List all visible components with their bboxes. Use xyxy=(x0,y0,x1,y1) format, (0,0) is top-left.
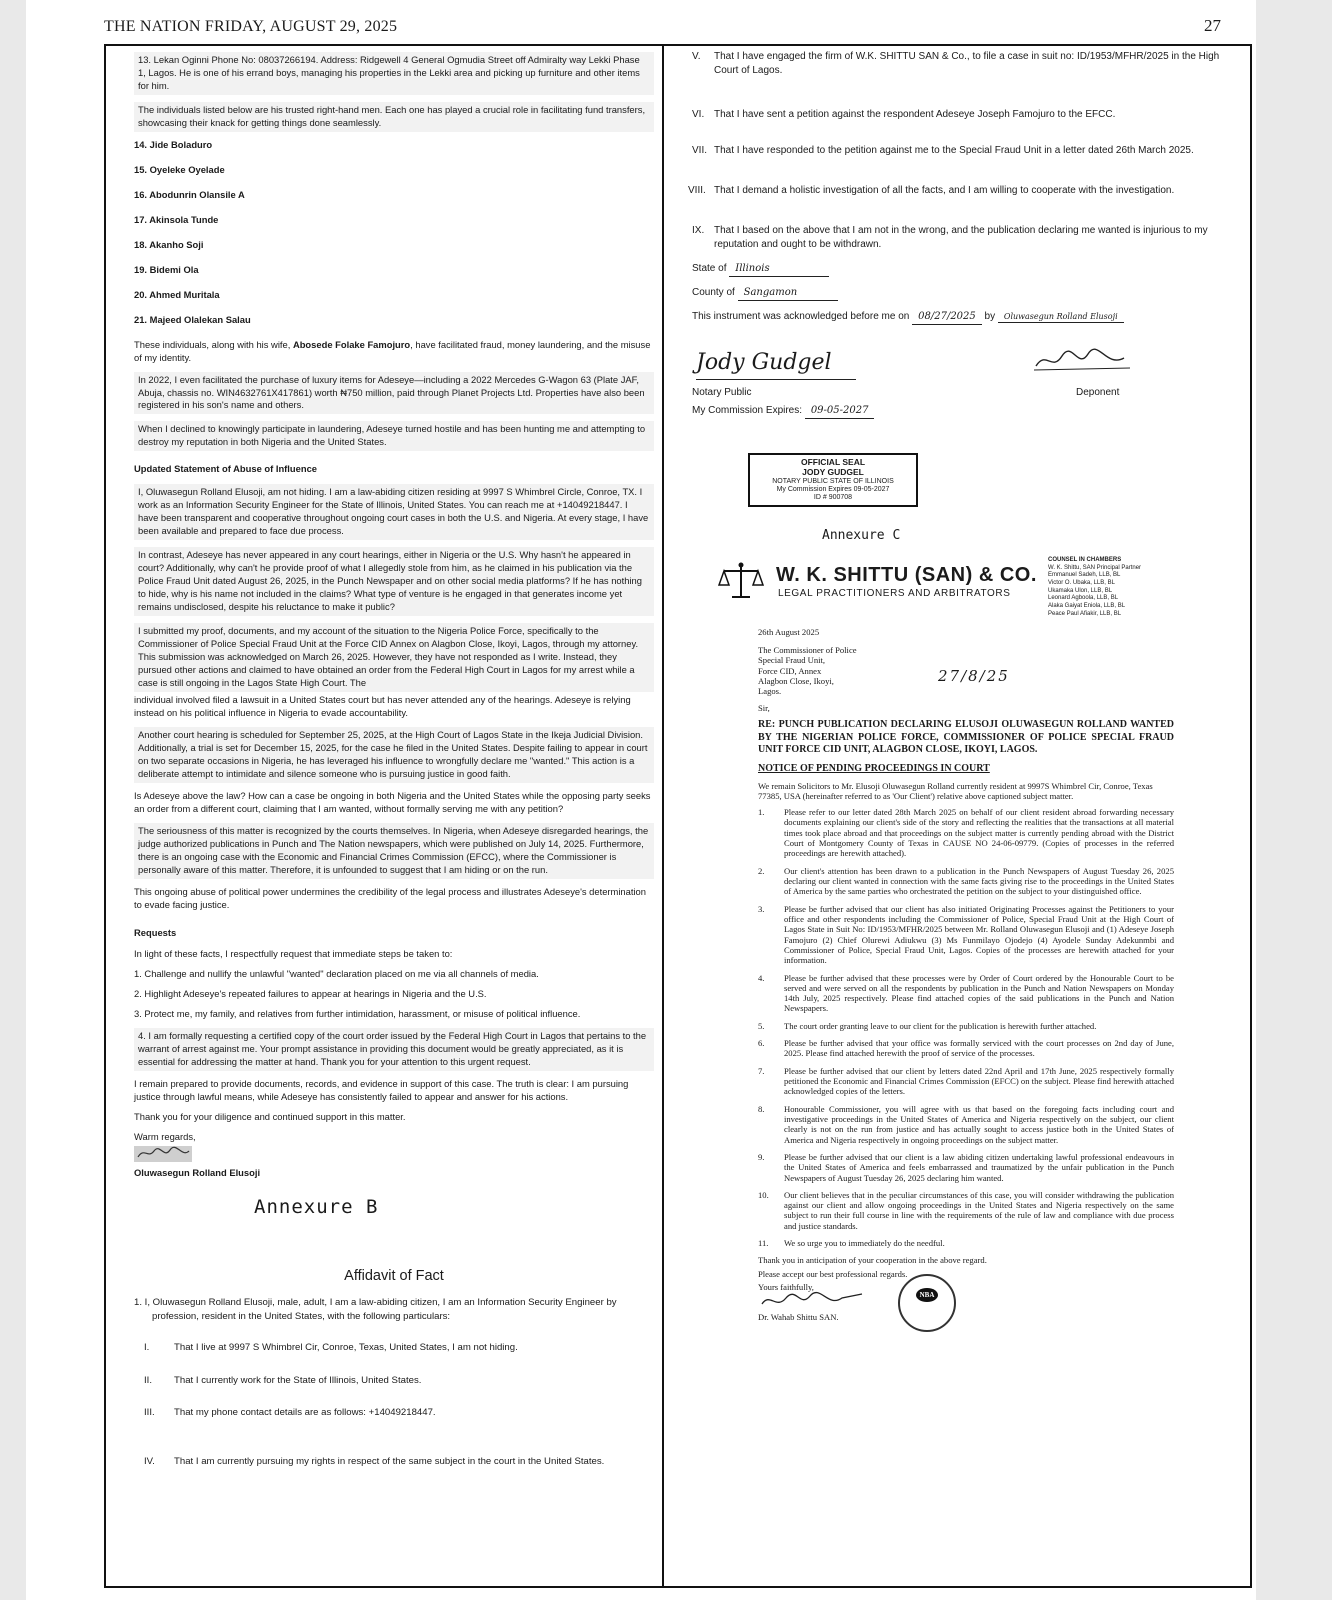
list-item xyxy=(692,144,1242,158)
list-item: 20. Ahmed Muritala xyxy=(134,288,220,300)
commission-row xyxy=(692,404,1242,419)
ack-text: This instrument was acknowledged before me on xyxy=(692,311,910,322)
letter-paragraph xyxy=(758,866,1174,897)
addressee-line: The Commissioner of Police xyxy=(758,645,857,656)
state-value: Illinois xyxy=(729,262,829,277)
item-text: That I have engaged the firm of W.K. SHITTU SAN & Co., to file a case in suit no: ID/1953/MFHR/2025 in the High Court of Lagos. xyxy=(714,51,1220,76)
solicitor-letter xyxy=(758,627,1174,1326)
counsel-line: Leonard Agboola, LLB, BL xyxy=(1048,595,1119,602)
list-item xyxy=(688,184,1242,198)
names-list xyxy=(134,139,654,327)
page-number: 27 xyxy=(1204,16,1221,35)
letter-paragraph xyxy=(758,1021,1174,1031)
counsel-line: W. K. Shittu, SAN Principal Partner xyxy=(1048,564,1142,571)
signature-row xyxy=(692,334,1242,404)
letter-date: 26th August 2025 xyxy=(758,626,820,637)
affidavit-list xyxy=(134,1296,654,1469)
notice-heading: NOTICE OF PENDING PROCEEDINGS IN COURT xyxy=(758,762,990,774)
letter-paragraph xyxy=(758,904,1174,966)
affidavit-continued-list xyxy=(688,50,1242,252)
paragraph-number: 1. xyxy=(758,807,765,818)
paragraph-ongoing-abuse: This ongoing abuse of political power undermines the credibility of the legal process and illustrates Adeseye's determination to evade facing justice. xyxy=(134,885,646,910)
list-item xyxy=(692,224,1242,252)
seal-line: My Commission Expires 09-05-2027 xyxy=(776,485,890,493)
roman-numeral: VIII. xyxy=(688,185,706,196)
paragraph-number: 7. xyxy=(758,1065,765,1076)
counsel-line: Ukamaka Ulon, LLB, BL xyxy=(1048,587,1113,594)
county-value: Sangamon xyxy=(738,286,838,301)
firm-letterhead xyxy=(692,547,1242,627)
paragraph-text: Please be further advised that these processes were by Order of Court ordered by the Honourable Court to be served and were served on all the respondents by publication in the Punch and Nation Newspapers on Monday 14th July, 2025 respectively. Please find attached copies of the said publications in the Punch and Nation Newspapers. xyxy=(784,972,1174,1014)
annexure-b: Annexure B xyxy=(254,1196,379,1219)
scales-of-justice-icon xyxy=(718,561,764,601)
counsel-line: Peace Paul Afiakir, LLB, BL xyxy=(1048,610,1122,617)
letter-paragraph xyxy=(758,1066,1174,1097)
item-text: That I currently work for the State of Illinois, United States. xyxy=(174,1374,422,1386)
paragraph-text: Our client believes that in the peculiar circumstances of this case, you will consider withdrawing the publication against our client and allow ongoing proceedings in the United States and Nigeria respectively on the same subject to run their full course in line with the requirements of the rule of law and compliance with due process and justice standards. xyxy=(784,1189,1174,1231)
item-text: That I have responded to the petition against me to the Special Fraud Unit in a letter dated 26th March 2025. xyxy=(714,145,1194,156)
acknowledgement-row xyxy=(692,310,1242,325)
paragraph-contrast: In contrast, Adeseye has never appeared in any court hearings, either in Nigeria or the U.S. Why hasn't he appeared in court? Additionally, why can't he provide proof of what I allegedly stole from him, as he claimed in his publication via the Police Fraud Unit dated August 26, 2025, in the Punch Newspaper and on other social media platforms? If he has nothing to hide, why is his name not included in the claims? What type of venture is he engaged in that generates income yet remains undisclosed, despite his reluctance to make it public? xyxy=(134,547,654,616)
paragraph-number: 10. xyxy=(758,1189,769,1200)
trusted-intro: The individuals listed below are his trusted right-hand men. Each one has played a crucial role in facilitating fund transfers, showcasing their knack for getting things done seamlessly. xyxy=(134,102,654,132)
ack-by: by xyxy=(984,311,996,322)
letter-subject: RE: PUNCH PUBLICATION DECLARING ELUSOJI OLUWASEGUN ROLLAND WANTED BY THE NIGERIAN POLICE FORCE, COMMISSIONER OF POLICE SPECIAL FRAUD UNIT FORCE CID UNIT, ALAGBON CLOSE, IKOYI, LAGOS. xyxy=(758,719,1174,756)
wife-post: , have facilitated fraud, money laundering, and the misuse of my identity. xyxy=(134,338,651,363)
item-text: That I have sent a petition against the respondent Adeseye Joseph Famojuro to the EFCC. xyxy=(714,109,1116,120)
letter-paragraph xyxy=(758,1190,1174,1231)
paragraph-not-hiding: I, Oluwasegun Rolland Elusoji, am not hiding. I am a law-abiding citizen residing at 9997 S Whimbrel Circle, Conroe, TX. I work as an Information Security Engineer for the State of Illinois, United States. You can reach me at +14049218447. I have been transparent and cooperative throughout ongoing court cases in both the U.S. and Nigeria. At every stage, I have been available and prepared to face due process. xyxy=(134,484,654,540)
ack-date: 08/27/2025 xyxy=(912,310,982,325)
paragraph-text: Honourable Commissioner, you will agree with us that based on the foregoing facts including court and investigative proceedings in the United States of America and Nigeria respectively on the subject, our client clearly is not on the run from justice and has actually sought to access justice both in the United States of America and Nigeria respectively in ongoing proceedings on the subject matter. xyxy=(784,1103,1174,1145)
counsel-line: Emmanuel Sadeh, LLB, BL xyxy=(1048,572,1121,579)
item-text: That I based on the above that I am not in the wrong, and the publication declaring me wanted is injurious to my reputation and ought to be withdrawn. xyxy=(714,225,1208,250)
paragraph-declined: When I declined to knowingly participate in laundering, Adeseye turned hostile and has been hunting me and attempting to destroy my reputation in both Nigeria and the United States. xyxy=(134,421,654,451)
counsel-list xyxy=(1048,557,1238,618)
warm-regards: Warm regards, xyxy=(134,1131,196,1143)
list-item xyxy=(692,50,1242,78)
paragraph-text: Please be further advised that our client has also initiated Originating Processes against the Petitioners to your office and other respondents including the Commissioner of Police, Special Fraud Unit at the High Court of Lagos State in Suit No: ID/1953/MFHR/2025 between Mr. Rolland Oluwasegun Elusoji and (1) Adeseye Joseph Famojuro (2) Chief Olurewi Adiukwu (3) Ms Funmilayo Ojodejo (4) Ayodele Sunday Adekunmbi and Commissioner of Police, Special Fraud Unit, Lagos. Copies of the processes are herewith attached for your information. xyxy=(784,903,1174,966)
paragraph-text: The court order granting leave to our client for the publication is herewith further attached. xyxy=(784,1020,1097,1031)
updated-heading: Updated Statement of Abuse of Influence xyxy=(134,463,317,475)
letter-signoff xyxy=(758,1282,1174,1326)
paragraph-number: 9. xyxy=(758,1151,765,1162)
list-item: 16. Abodunrin Olansile A xyxy=(134,188,245,200)
newspaper-page xyxy=(26,0,1256,1600)
paragraph-number: 4. xyxy=(758,972,765,983)
request-item: 4. I am formally requesting a certified copy of the court order issued by the Federal High Court in Lagos that pertains to the warrant of arrest against me. Your prompt assistance in providing this document would be greatly appreciated, as it is essential for addressing the matter at hand. Thank you for your attention to this urgent request. xyxy=(134,1028,654,1071)
paragraph-prepared: I remain prepared to provide documents, records, and evidence in support of this case. The truth is clear: I am pursuing justice through lawful means, while Adeseye has consistently failed to appear and answer for his actions. xyxy=(134,1078,629,1103)
list-item: 15. Oyeleke Oyelade xyxy=(134,163,225,175)
commission-value: 09-05-2027 xyxy=(805,404,875,419)
addressee-line: Force CID, Annex xyxy=(758,665,822,676)
roman-numeral: VI. xyxy=(692,109,705,120)
list-item: 14. Jide Boladuro xyxy=(134,138,213,150)
state-label: State of xyxy=(692,263,727,274)
county-label: County of xyxy=(692,287,735,298)
seal-line: JODY GUDGEL xyxy=(802,466,864,477)
paragraph-text: Our client's attention has been drawn to a publication in the Punch Newspapers of August Tuesday 26, 2025 declaring our client wanted in connection with the same facts giving rise to the proceedings in the United States of America by the same parties who orchestrated the petition on the subject to your distinguished office. xyxy=(784,865,1174,897)
item-text: That I live at 9997 S Whimbrel Cir, Conroe, Texas, United States, I am not hiding. xyxy=(174,1342,518,1354)
wife-pre: These individuals, along with his wife, xyxy=(134,338,293,350)
list-item: 18. Akanho Soji xyxy=(134,238,204,250)
list-item: 19. Bidemi Ola xyxy=(134,263,199,275)
notary-public-label: Notary Public xyxy=(692,387,752,398)
solicitor-name: Dr. Wahab Shittu SAN. xyxy=(758,1312,839,1323)
roman-numeral: IV. xyxy=(144,1456,155,1468)
roman-numeral: VII. xyxy=(692,145,708,156)
requests-heading: Requests xyxy=(134,927,177,939)
letter-accept: Please accept our best professional regards. xyxy=(758,1268,908,1279)
solicitor-signature xyxy=(758,1290,868,1312)
counsel-line: Victor O. Ubaka, LLB, BL xyxy=(1048,579,1115,586)
roman-numeral: V. xyxy=(692,51,701,62)
firm-subtitle: LEGAL PRACTITIONERS AND ARBITRATORS xyxy=(778,587,1011,599)
letter-paragraph xyxy=(758,807,1174,859)
request-item: 3. Protect me, my family, and relatives from further intimidation, harassment, or misuse of political influence. xyxy=(134,1008,581,1020)
addressee-block xyxy=(758,645,1174,697)
item-text: That my phone contact details are as follows: +14049218447. xyxy=(174,1406,436,1418)
paragraph-number: 8. xyxy=(758,1103,765,1114)
paragraph-text: Please be further advised that our client is a law abiding citizen undertaking lawful professional endeavours in the United States of America and feels embarrassed and traumatized by the unfair publication in the Punch Newspapers of August Tuesday 26, 2025 declaring him wanted. xyxy=(784,1151,1174,1183)
received-stamp: 27/8/25 xyxy=(938,667,1010,686)
counsel-line: COUNSEL IN CHAMBERS xyxy=(1048,556,1122,563)
paragraph-text: Please be further advised that your office was formally serviced with the court processes on 2nd day of June, 2025. Please find attached herewith the proof of service of the processes. xyxy=(784,1038,1174,1059)
wife-name: Abosede Folake Famojuro xyxy=(292,338,411,350)
paragraph-number: 5. xyxy=(758,1020,765,1031)
request-item: 2. Highlight Adeseye's repeated failures to appear at hearings in Nigeria and the U.S. xyxy=(134,988,487,1000)
paragraph-another: Another court hearing is scheduled for September 25, 2025, at the High Court of Lagos State in the Ikeja Judicial Division. Additionally, a trial is set for December 15, 2025, for the case he filed in the United States. Despite failing to appear in court on two separate occasions in Nigeria, he has leveraged his influence to wrongfully declare me "wanted." This action is a deliberate attempt to intimidate and silence someone who is pursuing justice in good faith. xyxy=(134,727,654,783)
deponent-signature xyxy=(1032,348,1132,376)
paragraph-text: Please refer to our letter dated 28th March 2025 on behalf of our client resident abroad forwarding necessary documents explaining our client's side of the story and reflecting the realities that the transactions at all material times took place abroad and that proceedings on the subject matter is currently pending abroad with the District Court of Montgomery County of Texas in CAUSE NO 24-06-09779. (Copies of processes in the referred proceedings are herewith attached). xyxy=(784,807,1174,859)
paragraph-above-law: Is Adeseye above the law? How can a case be ongoing in both Nigeria and the United States while the opposing party seeks an order from a different court, claiming that I am wanted, without formally serving me with any petition? xyxy=(134,789,651,814)
annexure-c: Annexure C xyxy=(822,527,901,543)
requests-intro: In light of these facts, I respectfully request that immediate steps be taken to: xyxy=(134,948,453,960)
commission-label: My Commission Expires: xyxy=(692,405,803,416)
paragraph-submitted: I submitted my proof, documents, and my account of the situation to the Nigeria Police Force, specifically to the Commissioner of Police Special Fraud Unit at the Force CID Annex on Alagbon Close, Ikoyi, Lagos, through my attorney. This submission was acknowledged on March 26, 2025. However, they have not responded as I write. Instead, they pursued other actions and claimed to have obtained an order from the Federal High Court in Lagos for my arrest while a case is still ongoing in the Lagos State High Court. The xyxy=(134,623,654,692)
firm-name: W. K. SHITTU (SAN) & CO. xyxy=(776,563,1037,586)
letter-intro: We remain Solicitors to Mr. Elusoji Oluwasegun Rolland currently resident at 9997S Whimbrel Cir, Conroe, Texas 77385, USA (hereinafter referred to as 'Our Client') relative above captioned subject matter. xyxy=(758,780,1153,801)
item-13: 13. Lekan Oginni Phone No: 08037266194. Address: Ridgewell 4 General Ogmudia Street off Admiralty way Lekki Phase 1, Lagos. He is one of his errand boys, managing his properties in the Lekki area and picking up furniture and other items for him. xyxy=(134,52,654,95)
letter-paragraph xyxy=(758,1038,1174,1059)
seal-line: ID # 900708 xyxy=(813,493,853,501)
list-item xyxy=(134,1341,654,1354)
left-column xyxy=(134,52,654,1488)
yours-faithfully: Yours faithfully, xyxy=(758,1282,814,1293)
request-item: 1. Challenge and nullify the unlawful "wanted" declaration placed on me via all channels of media. xyxy=(134,968,539,980)
roman-numeral: IX. xyxy=(692,225,705,236)
letter-paragraph xyxy=(758,973,1174,1014)
letter-paragraph xyxy=(758,1152,1174,1183)
paragraph-number: 11. xyxy=(758,1238,769,1249)
wife-paragraph xyxy=(134,339,654,365)
notary-block xyxy=(692,262,1242,419)
affidavit-title: Affidavit of Fact xyxy=(344,1268,444,1285)
addressee-line: Special Fraud Unit, xyxy=(758,655,826,666)
addressee-line: Alagbon Close, Ikoyi, xyxy=(758,676,834,687)
official-seal xyxy=(748,453,918,507)
roman-numeral: I. xyxy=(144,1342,150,1354)
paragraph-number: 6. xyxy=(758,1038,765,1049)
signer-name: Oluwasegun Rolland Elusoji xyxy=(134,1167,261,1179)
paragraph-text: Please be further advised that our client by letters dated 22nd April and 17th June, 2025 respectively formally petitioned the Economic and Financial Crimes Commission (EFCC) on the subject. Please find herewith attached acknowledged copies of the letters. xyxy=(784,1065,1174,1097)
masthead: THE NATION FRIDAY, AUGUST 29, 2025 xyxy=(104,18,398,35)
addressee-line: Lagos. xyxy=(758,686,782,697)
paragraph-number: 3. xyxy=(758,903,765,914)
counsel-line: Alaka Gaiyat Eniola, LLB, BL xyxy=(1048,602,1126,609)
list-item xyxy=(134,1406,654,1419)
column-divider xyxy=(662,44,664,1588)
paragraph-2022: In 2022, I even facilitated the purchase of luxury items for Adeseye—including a 2022 Mercedes G-Wagon 63 (Plate JAF, Abuja, chassis no. WIN4632761X417861) worth ₦750 million, paid through Planet Projects Ltd. Properties have also been registered in his son's name and others. xyxy=(134,372,654,415)
list-item: 21. Majeed Olalekan Salau xyxy=(134,313,251,325)
deponent-label: Deponent xyxy=(1076,387,1120,398)
ack-name: Oluwasegun Rolland Elusoji xyxy=(998,311,1124,323)
seal-line: OFFICIAL SEAL xyxy=(800,457,866,467)
roman-numeral: III. xyxy=(144,1406,155,1418)
state-row xyxy=(692,262,1242,277)
right-column xyxy=(688,50,1242,1326)
list-item xyxy=(692,108,1242,122)
paragraph-thanks: Thank you for your diligence and continued support in this matter. xyxy=(134,1111,406,1123)
seal-line: NOTARY PUBLIC STATE OF ILLINOIS xyxy=(772,477,894,485)
paragraph-number: 2. xyxy=(758,865,765,876)
affidavit-item-1: 1. I, Oluwasegun Rolland Elusoji, male, adult, I am a law-abiding citizen, I am an Information Security Engineer by profession, resident in the United States, with the following particulars: xyxy=(134,1297,617,1322)
list-item: 17. Akinsola Tunde xyxy=(134,213,219,225)
item-text: That I am currently pursuing my rights in respect of the same subject in the court in the United States. xyxy=(174,1456,605,1468)
list-item xyxy=(134,1455,654,1468)
list-item xyxy=(134,1374,654,1387)
roman-numeral: II. xyxy=(144,1374,152,1386)
paragraph-text: We so urge you to immediately do the needful. xyxy=(784,1238,945,1249)
letter-paragraph xyxy=(758,1238,1174,1248)
letter-paragraph xyxy=(758,1104,1174,1145)
paragraph-individual: individual involved filed a lawsuit in a United States court but has never attended any of the hearings. Adeseye is relying instead on his political influence in Nigeria to evade accountability. xyxy=(134,693,631,718)
signature-image xyxy=(134,1145,194,1163)
item-text: That I demand a holistic investigation of all the facts, and I am willing to cooperate with the investigation. xyxy=(714,185,1175,196)
nba-label: NBA xyxy=(916,1288,938,1302)
salutation: Sir, xyxy=(758,702,770,713)
letter-thanks: Thank you in anticipation of your cooperation in the above regard. xyxy=(758,1255,987,1266)
county-row xyxy=(692,286,1242,301)
nba-stamp xyxy=(898,1274,956,1332)
paragraph-seriousness: The seriousness of this matter is recognized by the courts themselves. In Nigeria, when Adeseye disregarded hearings, the judge authorized publications in Punch and The Nation newspapers, which were published on July 14, 2025. Furthermore, there is an ongoing case with the Economic and Financial Crimes Commission (EFCC), where the Commissioner is personally aware of this matter. Therefore, it is unfounded to suggest that I am hiding or on the run. xyxy=(134,823,654,879)
notary-signature: Jody Gudgel xyxy=(696,348,856,380)
